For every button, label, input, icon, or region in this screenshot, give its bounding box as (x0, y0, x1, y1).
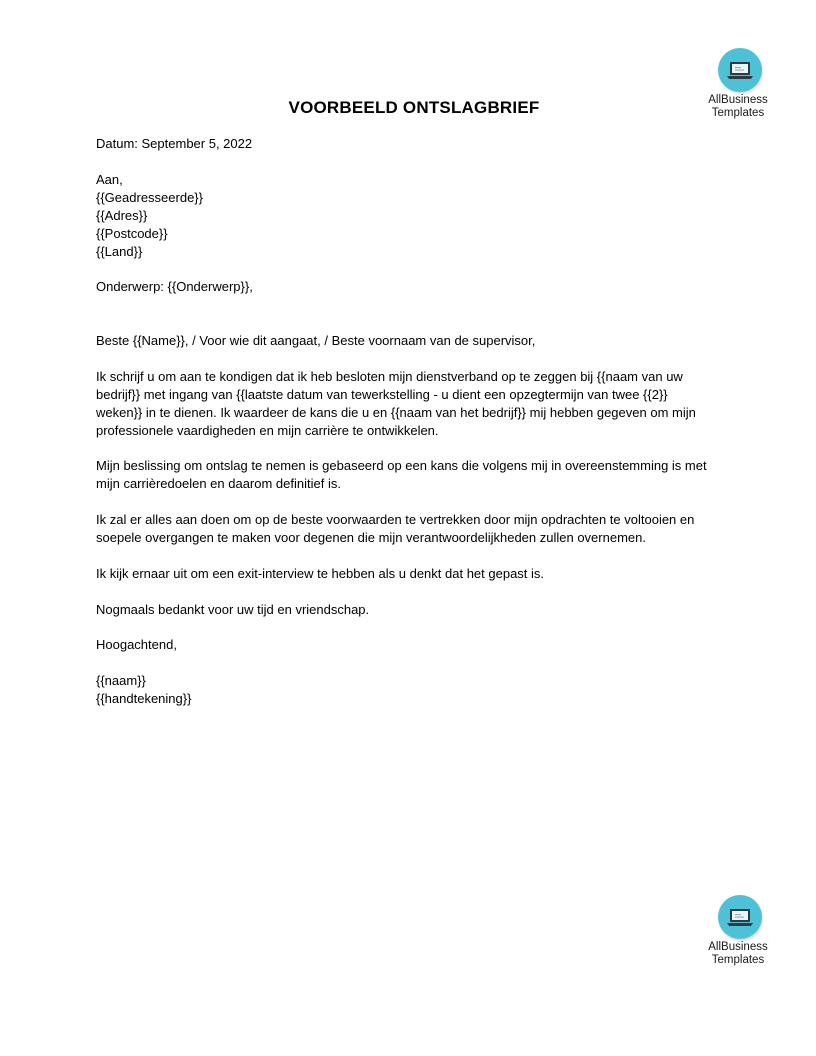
paragraph-line: professionele vaardigheden en mijn carrière te ontwikkelen. (96, 423, 439, 438)
allbusiness-logo-bottom[interactable] (698, 895, 778, 975)
logo-circle (718, 48, 762, 92)
paragraph-line: weken}} in te dienen. Ik waardeer de kans die u en {{naam van het bedrijf}} mij hebben gegeven om mijn (96, 405, 696, 420)
paragraph-line: Nogmaals bedankt voor uw tijd en vriendschap. (96, 602, 370, 617)
paragraph-exit-interview (96, 565, 728, 583)
paragraph-line: mijn carrièredoelen en daarom definitief is. (96, 476, 341, 491)
paragraph-transition (96, 511, 728, 547)
paragraph-thanks (96, 601, 728, 619)
date-text: Datum: September 5, 2022 (96, 136, 253, 151)
salutation (96, 332, 728, 350)
address-line: Aan, (96, 172, 123, 187)
subject-line (96, 278, 728, 296)
address-line: {{Geadresseerde}} (96, 190, 203, 205)
salutation-text: Beste {{Name}}, / Voor wie dit aangaat, / Beste voornaam van de supervisor, (96, 333, 536, 348)
paragraph-decision (96, 457, 728, 493)
paragraph-line: soepele overgangen te maken voor degenen die mijn verantwoordelijkheden zullen overnemen. (96, 530, 646, 545)
address-block (96, 171, 728, 261)
signature-handwritten: {{handtekening}} (96, 691, 192, 706)
signature-block (96, 672, 728, 708)
logo-brand-line1: AllBusiness (708, 94, 768, 106)
subject-text: Onderwerp: {{Onderwerp}}, (96, 279, 253, 294)
address-line: {{Postcode}} (96, 226, 168, 241)
document-title: VOORBEELD ONTSLAGBRIEF (288, 98, 540, 117)
signature-name: {{naam}} (96, 673, 146, 688)
address-line: {{Land}} (96, 244, 143, 259)
paragraph-line: Ik zal er alles aan doen om op de beste voorwaarden te vertrekken door mijn opdrachten te voltooien en (96, 512, 695, 527)
paragraph-line: Ik kijk ernaar uit om een exit-interview te hebben als u denkt dat het gepast is. (96, 566, 545, 581)
paragraph-line: Mijn beslissing om ontslag te nemen is gebaseerd op een kans die volgens mij in overeenstemming is met (96, 458, 707, 473)
laptop-icon (718, 48, 762, 92)
logo-brand-line1: AllBusiness (708, 941, 768, 953)
paragraph-line: bedrijf}} met ingang van {{laatste datum van tewerkstelling - u dient een opzegtermijn van twee {{2}} (96, 387, 668, 402)
date-line (96, 135, 728, 153)
closing-text: Hoogachtend, (96, 637, 177, 652)
paragraph-intro (96, 368, 728, 440)
logo-circle (718, 895, 762, 939)
paragraph-line: Ik schrijf u om aan te kondigen dat ik heb besloten mijn dienstverband op te zeggen bij {{naam van uw (96, 369, 683, 384)
closing (96, 636, 728, 654)
laptop-icon (718, 895, 762, 939)
logo-brand-line2: Templates (711, 954, 765, 966)
logo-brand-text (698, 941, 778, 967)
address-line: {{Adres}} (96, 208, 148, 223)
logo-brand-line2: Templates (711, 107, 765, 119)
